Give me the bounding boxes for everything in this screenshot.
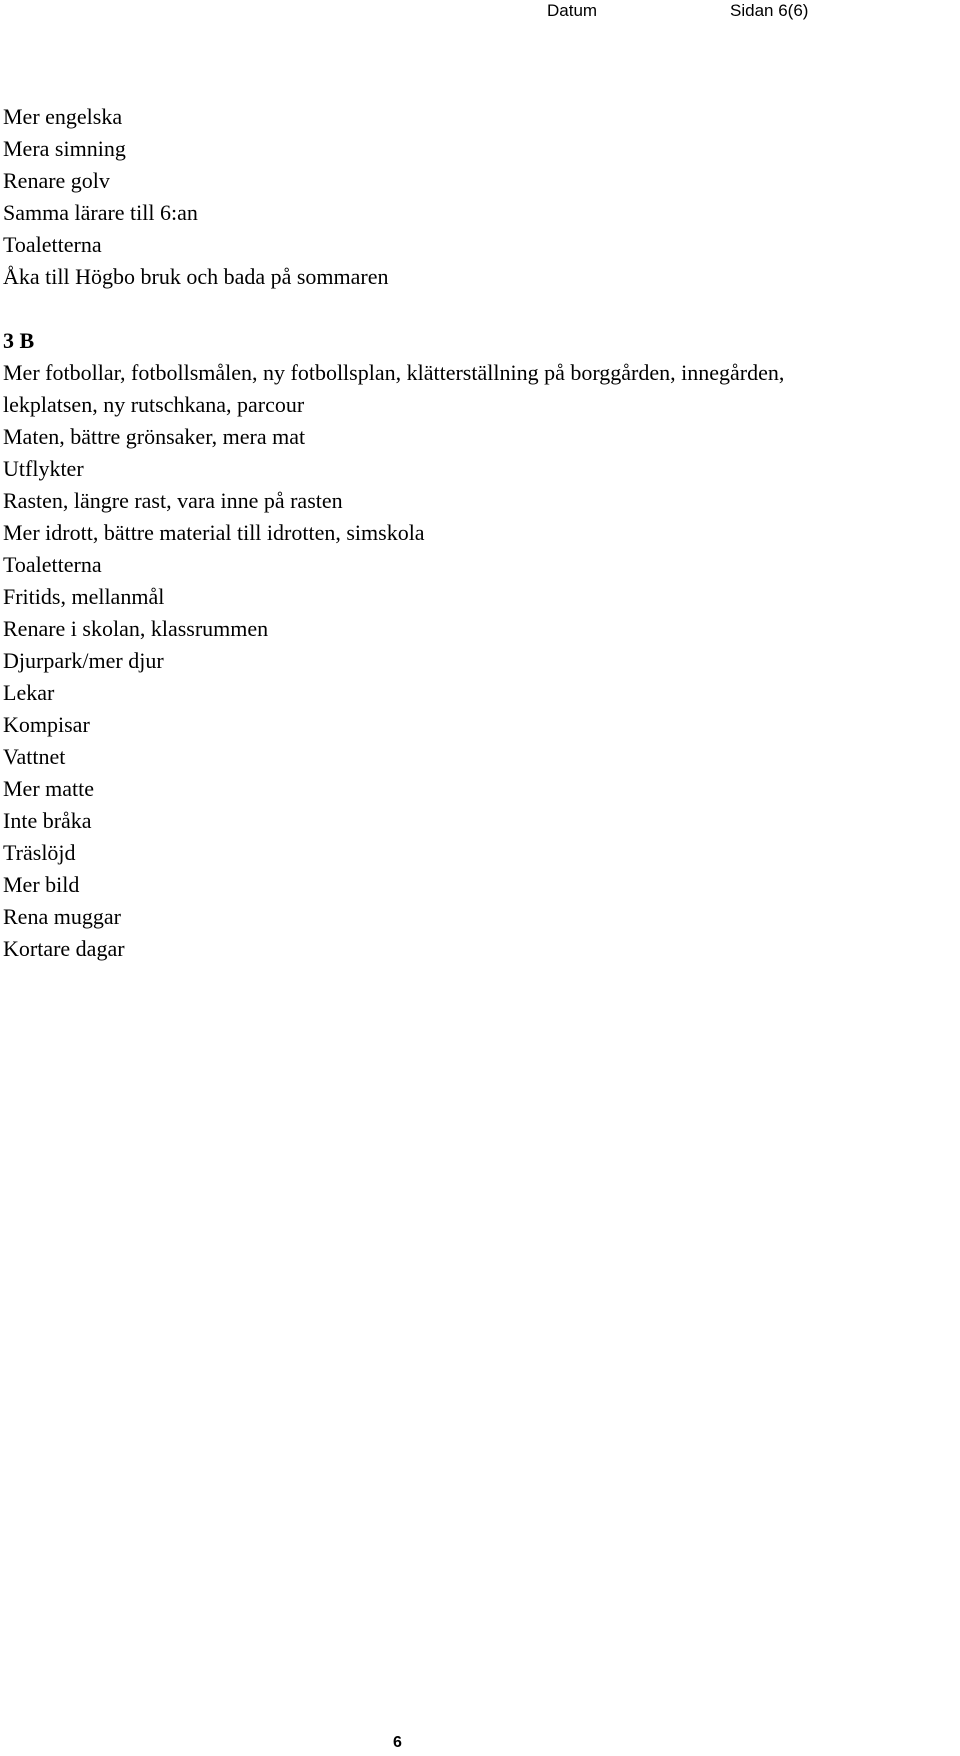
list-item: Träslöjd <box>3 840 76 865</box>
list-item: Mer fotbollar, fotbollsmålen, ny fotbollsplan, klätterställning på borggården, innegården, <box>3 360 785 385</box>
footer-page-number: 6 <box>393 1734 402 1751</box>
list-item: Samma lärare till 6:an <box>3 200 198 225</box>
list-item: Åka till Högbo bruk och bada på sommaren <box>3 264 389 289</box>
page-header <box>0 0 960 24</box>
intro-list <box>3 101 958 293</box>
list-item: Fritids, mellanmål <box>3 584 165 609</box>
list-item: Rena muggar <box>3 904 121 929</box>
header-date-label: Datum <box>547 1 598 20</box>
document-body <box>3 101 958 965</box>
list-item: Renare i skolan, klassrummen <box>3 616 269 641</box>
list-item: Kompisar <box>3 712 90 737</box>
list-item: Lekar <box>3 680 55 705</box>
list-item: Mer idrott, bättre material till idrotten, simskola <box>3 520 425 545</box>
list-item: Toaletterna <box>3 552 102 577</box>
list-item: Rasten, längre rast, vara inne på rasten <box>3 488 343 513</box>
list-item: lekplatsen, ny rutschkana, parcour <box>3 392 305 417</box>
list-item: Renare golv <box>3 168 110 193</box>
list-item: Maten, bättre grönsaker, mera mat <box>3 424 306 449</box>
list-item: Inte bråka <box>3 808 92 833</box>
list-item: Mer engelska <box>3 104 123 129</box>
list-item: Mer matte <box>3 776 95 801</box>
list-item: Kortare dagar <box>3 936 125 961</box>
class-3b-section <box>3 325 958 965</box>
list-item: Djurpark/mer djur <box>3 648 164 673</box>
list-item: Toaletterna <box>3 232 102 257</box>
header-page-label: Sidan 6(6) <box>730 1 809 20</box>
list-item: Utflykter <box>3 456 84 481</box>
list-item: Vattnet <box>3 744 66 769</box>
list-item: Mer bild <box>3 872 80 897</box>
section-heading: 3 B <box>3 328 35 353</box>
list-item: Mera simning <box>3 136 126 161</box>
